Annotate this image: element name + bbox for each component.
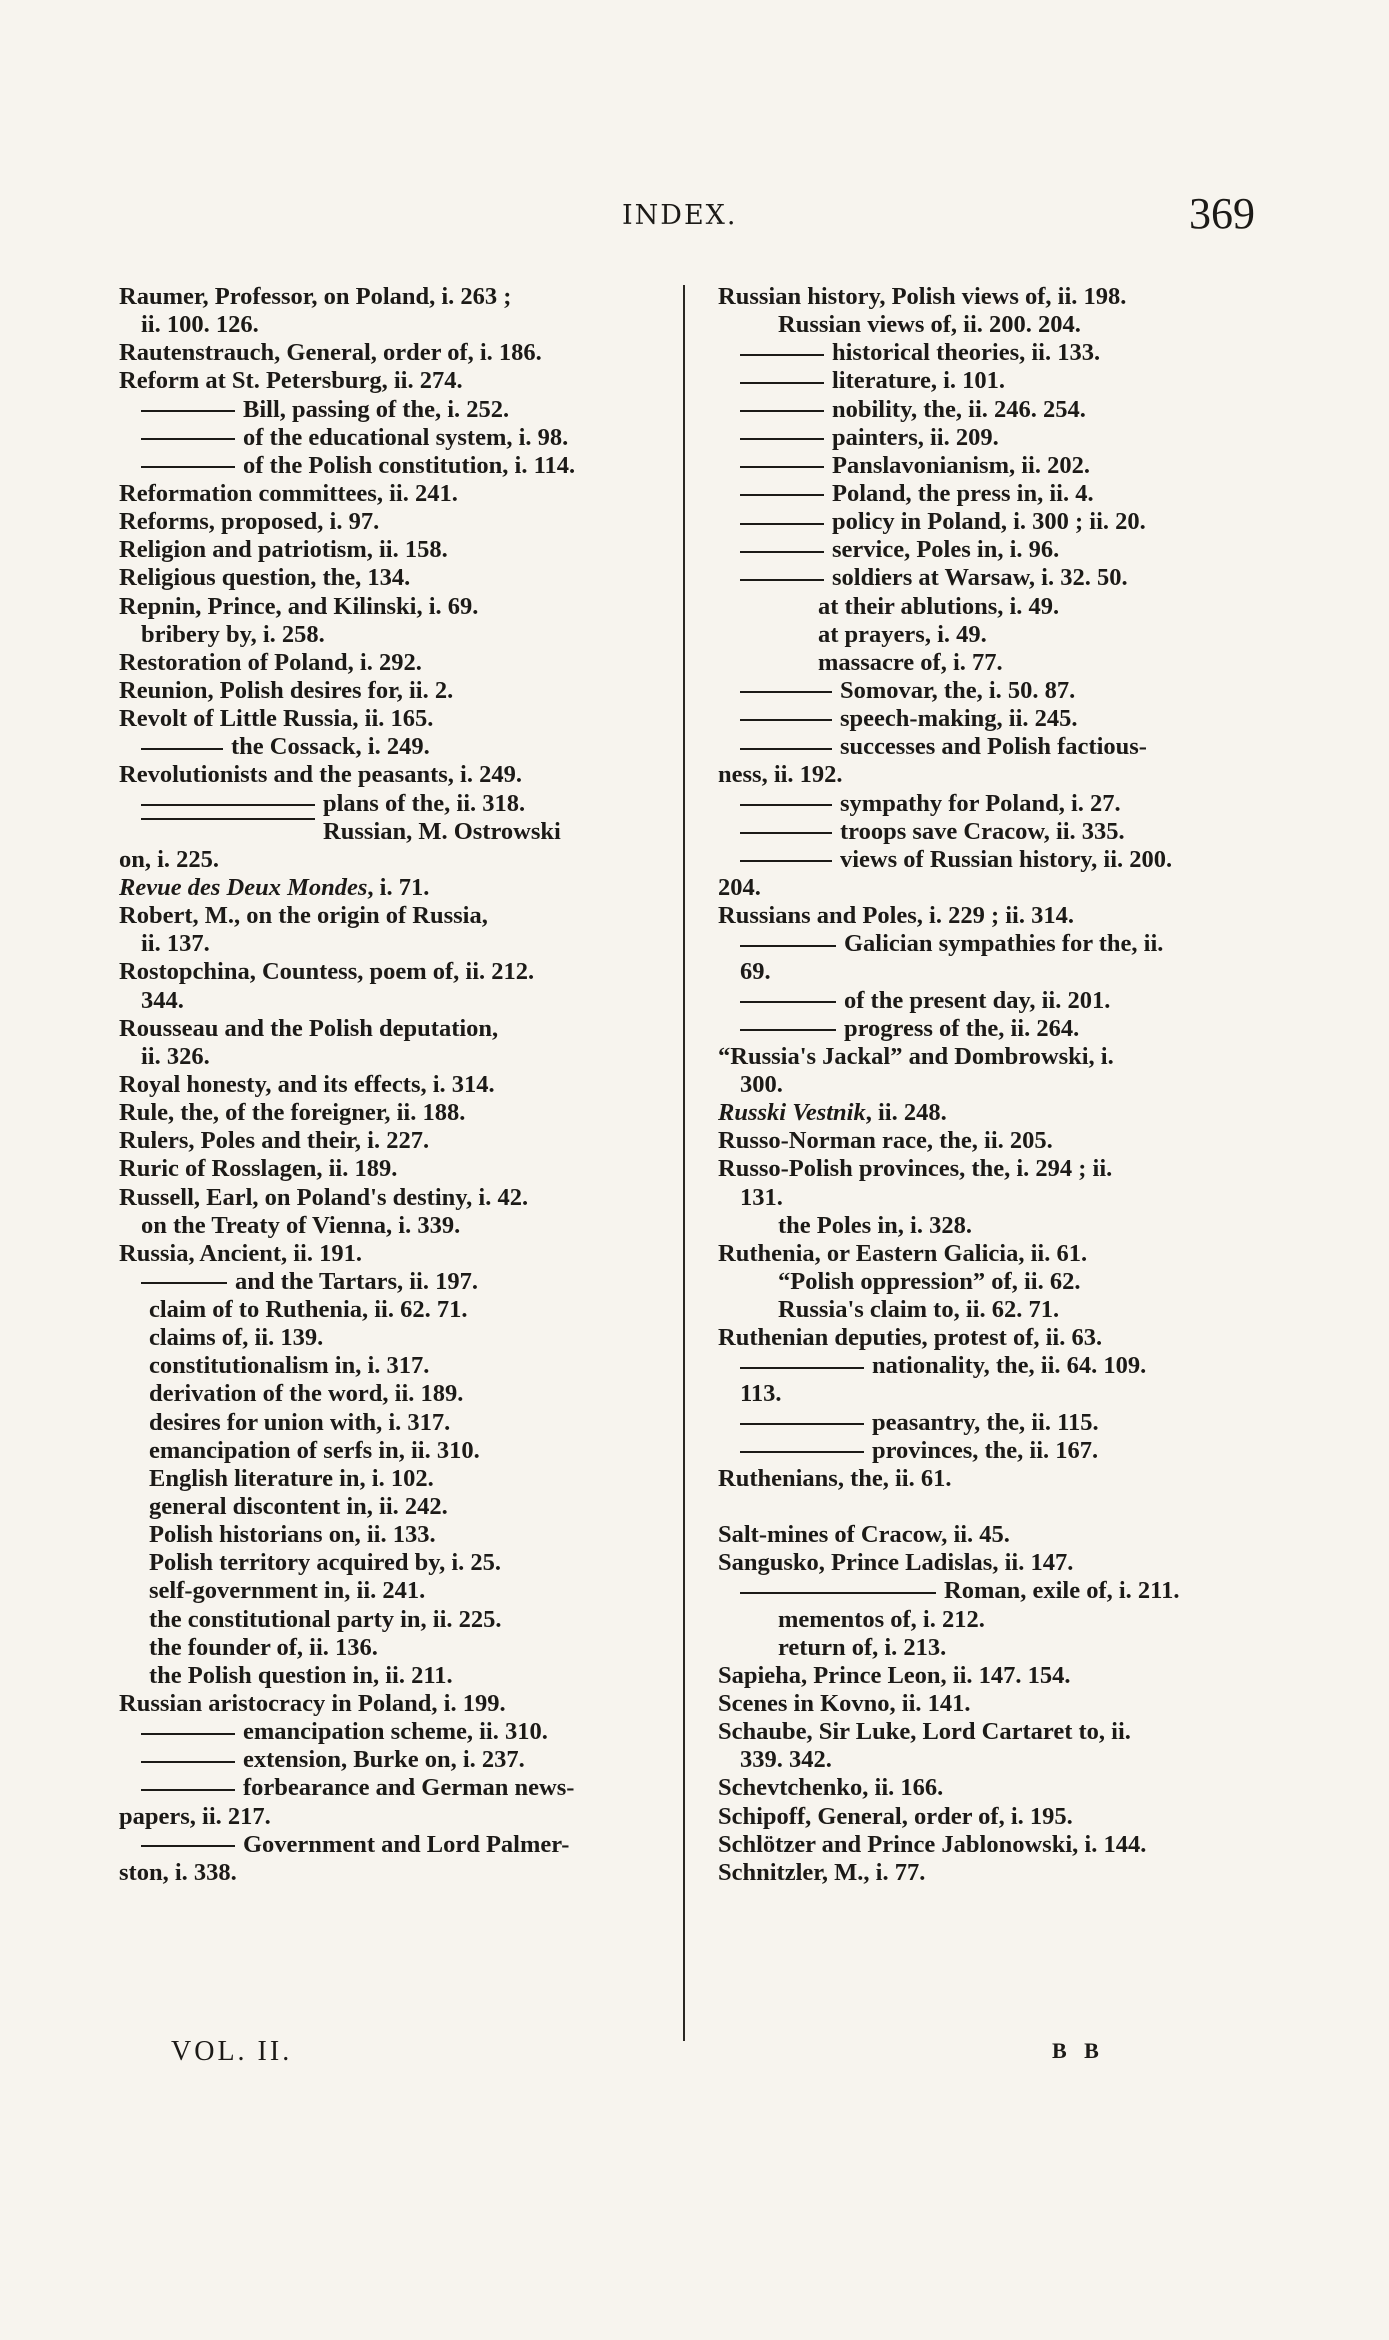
- index-entry: 113.: [740, 1380, 782, 1408]
- ditto-dash: [141, 804, 315, 806]
- index-entry: Religious question, the, 134.: [119, 564, 411, 592]
- index-entry: Polish territory acquired by, i. 25.: [149, 1549, 502, 1577]
- index-entry: Royal honesty, and its effects, i. 314.: [119, 1070, 495, 1098]
- index-entry: on, i. 225.: [119, 845, 220, 873]
- index-entry: successes and Polish factious-: [718, 733, 1254, 761]
- index-entry: Russians and Poles, i. 229 ; ii. 314.: [718, 902, 1074, 930]
- index-entry: the Poles in, i. 328.: [778, 1211, 972, 1239]
- index-entry: on the Treaty of Vienna, i. 339.: [141, 1211, 461, 1239]
- ditto-dash: [740, 1592, 936, 1594]
- index-entry: self-government in, ii. 241.: [149, 1577, 426, 1605]
- ditto-dash: [141, 1761, 235, 1763]
- index-entry: Rule, the, of the foreigner, ii. 188.: [119, 1099, 466, 1127]
- index-entry: 204.: [718, 873, 761, 901]
- ditto-dash: [740, 860, 832, 862]
- index-entry: papers, ii. 217.: [119, 1802, 271, 1830]
- index-entry: of the present day, ii. 201.: [718, 987, 1254, 1015]
- ditto-dash: [141, 1845, 235, 1847]
- index-entry: Russo-Norman race, the, ii. 205.: [718, 1127, 1053, 1155]
- index-entry: Schipoff, General, order of, i. 195.: [718, 1802, 1073, 1830]
- index-entry: Revolutionists and the peasants, i. 249.: [119, 761, 522, 789]
- index-entry: Panslavonianism, ii. 202.: [718, 452, 1254, 480]
- index-entry: Sangusko, Prince Ladislas, ii. 147.: [718, 1549, 1074, 1577]
- index-entry: Schaube, Sir Luke, Lord Cartaret to, ii.: [718, 1718, 1131, 1746]
- index-entry: Reunion, Polish desires for, ii. 2.: [119, 676, 454, 704]
- ditto-dash: [141, 410, 235, 412]
- index-entry: views of Russian history, ii. 200.: [718, 846, 1254, 874]
- index-entry: 300.: [740, 1070, 783, 1098]
- ditto-dash: [141, 1789, 235, 1791]
- ditto-dash: [740, 945, 836, 947]
- index-entry: sympathy for Poland, i. 27.: [718, 790, 1254, 818]
- index-entry: 69.: [740, 958, 771, 986]
- index-entry: Ruthenians, the, ii. 61.: [718, 1464, 952, 1492]
- index-entry: Revolt of Little Russia, ii. 165.: [119, 705, 434, 733]
- index-entry: Rulers, Poles and their, i. 227.: [119, 1127, 430, 1155]
- index-entry: 339. 342.: [740, 1746, 832, 1774]
- ditto-dash: [740, 579, 824, 581]
- index-entry: Repnin, Prince, and Kilinski, i. 69.: [119, 592, 479, 620]
- index-entry: Russia, Ancient, ii. 191.: [119, 1239, 362, 1267]
- index-entry: Reforms, proposed, i. 97.: [119, 508, 380, 536]
- index-entry: mementos of, i. 212.: [778, 1605, 985, 1633]
- index-entry: “Russia's Jackal” and Dombrowski, i.: [718, 1042, 1114, 1070]
- index-entry: of the educational system, i. 98.: [119, 424, 674, 452]
- index-entry: Roman, exile of, i. 211.: [718, 1577, 1254, 1605]
- ditto-dash: [740, 804, 832, 806]
- ditto-dash: [740, 832, 832, 834]
- index-entry: provinces, the, ii. 167.: [718, 1437, 1254, 1465]
- index-entry: Revue des Deux Mondes, i. 71.: [119, 873, 430, 901]
- ditto-dash: [740, 382, 824, 384]
- index-entry: Ruric of Rosslagen, ii. 189.: [119, 1155, 398, 1183]
- index-entry: Religion and patriotism, ii. 158.: [119, 536, 448, 564]
- volume-mark: VOL. II.: [171, 2036, 293, 2067]
- index-entry: Government and Lord Palmer-: [119, 1831, 674, 1859]
- ditto-dash: [740, 1367, 864, 1369]
- index-entry: emancipation of serfs in, ii. 310.: [149, 1436, 480, 1464]
- ditto-dash: [740, 1001, 836, 1003]
- running-head: INDEX.: [622, 200, 738, 231]
- index-entry: bribery by, i. 258.: [141, 620, 325, 648]
- index-entry: speech-making, ii. 245.: [718, 705, 1254, 733]
- signature-mark: B B: [1052, 2038, 1105, 2063]
- index-entry: Russki Vestnik, ii. 248.: [718, 1099, 947, 1127]
- index-entry: “Polish oppression” of, ii. 62.: [778, 1267, 1081, 1295]
- index-entry: Schevtchenko, ii. 166.: [718, 1774, 944, 1802]
- index-entry: Reform at St. Petersburg, ii. 274.: [119, 367, 463, 395]
- index-entry: Bill, passing of the, i. 252.: [119, 396, 674, 424]
- index-entry: progress of the, ii. 264.: [718, 1015, 1254, 1043]
- column-divider: [683, 285, 685, 2041]
- index-entry: Rousseau and the Polish deputation,: [119, 1014, 499, 1042]
- index-entry: forbearance and German news-: [119, 1774, 674, 1802]
- index-entry: Russell, Earl, on Poland's destiny, i. 42.: [119, 1183, 529, 1211]
- index-entry: plans of the, ii. 318.: [119, 790, 674, 818]
- ditto-dash: [141, 1733, 235, 1735]
- index-entry: return of, i. 213.: [778, 1633, 947, 1661]
- index-entry: Russian aristocracy in Poland, i. 199.: [119, 1690, 506, 1718]
- index-entry: the founder of, ii. 136.: [149, 1633, 378, 1661]
- index-entry: at their ablutions, i. 49.: [818, 592, 1060, 620]
- index-entry: nationality, the, ii. 64. 109.: [718, 1352, 1254, 1380]
- ditto-dash: [141, 748, 223, 750]
- index-entry: policy in Poland, i. 300 ; ii. 20.: [718, 508, 1254, 536]
- index-entry: Russo-Polish provinces, the, i. 294 ; ii.: [718, 1155, 1113, 1183]
- index-entry: Somovar, the, i. 50. 87.: [718, 677, 1254, 705]
- index-entry: Russian history, Polish views of, ii. 198.: [718, 283, 1127, 310]
- page-footer: [0, 2034, 1389, 2074]
- index-entry: ii. 326.: [141, 1042, 210, 1070]
- index-entry: historical theories, ii. 133.: [718, 339, 1254, 367]
- index-entry: ston, i. 338.: [119, 1858, 237, 1886]
- ditto-dash: [740, 523, 824, 525]
- index-column-right: [718, 283, 1254, 1887]
- index-entry: Russian views of, ii. 200. 204.: [778, 311, 1081, 339]
- index-entry: Ruthenian deputies, protest of, ii. 63.: [718, 1324, 1103, 1352]
- index-entry: ness, ii. 192.: [718, 761, 843, 789]
- index-entry: Raumer, Professor, on Poland, i. 263 ;: [119, 283, 512, 310]
- page-number: 369: [1189, 189, 1255, 238]
- index-entry: Salt-mines of Cracow, ii. 45.: [718, 1521, 1010, 1549]
- ditto-dash: [141, 466, 235, 468]
- index-entry: Russia's claim to, ii. 62. 71.: [778, 1296, 1060, 1324]
- index-entry: Poland, the press in, ii. 4.: [718, 480, 1254, 508]
- index-entry: the constitutional party in, ii. 225.: [149, 1605, 502, 1633]
- index-entry: Schlötzer and Prince Jablonowski, i. 144.: [718, 1830, 1147, 1858]
- index-entry: Schnitzler, M., i. 77.: [718, 1858, 926, 1886]
- index-entry: ii. 137.: [141, 930, 210, 958]
- index-entry: peasantry, the, ii. 115.: [718, 1409, 1254, 1437]
- index-entry: claim of to Ruthenia, ii. 62. 71.: [149, 1296, 468, 1324]
- index-entry: emancipation scheme, ii. 310.: [119, 1718, 674, 1746]
- index-entry: claims of, ii. 139.: [149, 1324, 324, 1352]
- index-entry: constitutionalism in, i. 317.: [149, 1352, 430, 1380]
- index-entry: English literature in, i. 102.: [149, 1464, 434, 1492]
- section-gap: [718, 1493, 1254, 1521]
- page-header: [0, 188, 1389, 248]
- ditto-dash: [740, 1029, 836, 1031]
- index-entry: ii. 100. 126.: [141, 311, 259, 339]
- ditto-dash: [740, 466, 824, 468]
- ditto-dash: [740, 410, 824, 412]
- index-entry: and the Tartars, ii. 197.: [119, 1268, 674, 1296]
- index-entry: Galician sympathies for the, ii.: [718, 930, 1254, 958]
- ditto-dash: [740, 719, 832, 721]
- index-entry: Rautenstrauch, General, order of, i. 186.: [119, 339, 542, 367]
- ditto-dash: [740, 691, 832, 693]
- ditto-dash: [740, 438, 824, 440]
- index-column-left: [119, 283, 674, 1887]
- index-entry: Russian, M. Ostrowski: [119, 818, 674, 846]
- index-entry: painters, ii. 209.: [718, 424, 1254, 452]
- ditto-dash: [141, 1282, 227, 1284]
- index-entry: 131.: [740, 1183, 783, 1211]
- index-entry: Ruthenia, or Eastern Galicia, ii. 61.: [718, 1239, 1088, 1267]
- ditto-dash: [141, 818, 315, 820]
- index-entry: literature, i. 101.: [718, 367, 1254, 395]
- ditto-dash: [740, 1423, 864, 1425]
- index-entry: extension, Burke on, i. 237.: [119, 1746, 674, 1774]
- index-entry: the Polish question in, ii. 211.: [149, 1661, 453, 1689]
- ditto-dash: [740, 551, 824, 553]
- index-entry: desires for union with, i. 317.: [149, 1408, 451, 1436]
- index-entry: Robert, M., on the origin of Russia,: [119, 902, 488, 930]
- index-entry: soldiers at Warsaw, i. 32. 50.: [718, 564, 1254, 592]
- index-entry: the Cossack, i. 249.: [119, 733, 674, 761]
- index-entry: derivation of the word, ii. 189.: [149, 1380, 464, 1408]
- index-entry: at prayers, i. 49.: [818, 620, 987, 648]
- index-entry: Restoration of Poland, i. 292.: [119, 648, 422, 676]
- index-entry: Polish historians on, ii. 133.: [149, 1521, 436, 1549]
- ditto-dash: [740, 1451, 864, 1453]
- index-entry: of the Polish constitution, i. 114.: [119, 452, 674, 480]
- index-entry: general discontent in, ii. 242.: [149, 1493, 448, 1521]
- ditto-dash: [740, 494, 824, 496]
- index-entry: massacre of, i. 77.: [818, 648, 1003, 676]
- index-entry: Rostopchina, Countess, poem of, ii. 212.: [119, 958, 535, 986]
- index-entry: Sapieha, Prince Leon, ii. 147. 154.: [718, 1661, 1071, 1689]
- index-entry: nobility, the, ii. 246. 254.: [718, 396, 1254, 424]
- ditto-dash: [141, 438, 235, 440]
- index-entry: 344.: [141, 986, 184, 1014]
- ditto-dash: [740, 354, 824, 356]
- ditto-dash: [740, 748, 832, 750]
- index-entry: service, Poles in, i. 96.: [718, 536, 1254, 564]
- index-entry: troops save Cracow, ii. 335.: [718, 818, 1254, 846]
- index-entry: Reformation committees, ii. 241.: [119, 479, 458, 507]
- index-entry: Scenes in Kovno, ii. 141.: [718, 1690, 971, 1718]
